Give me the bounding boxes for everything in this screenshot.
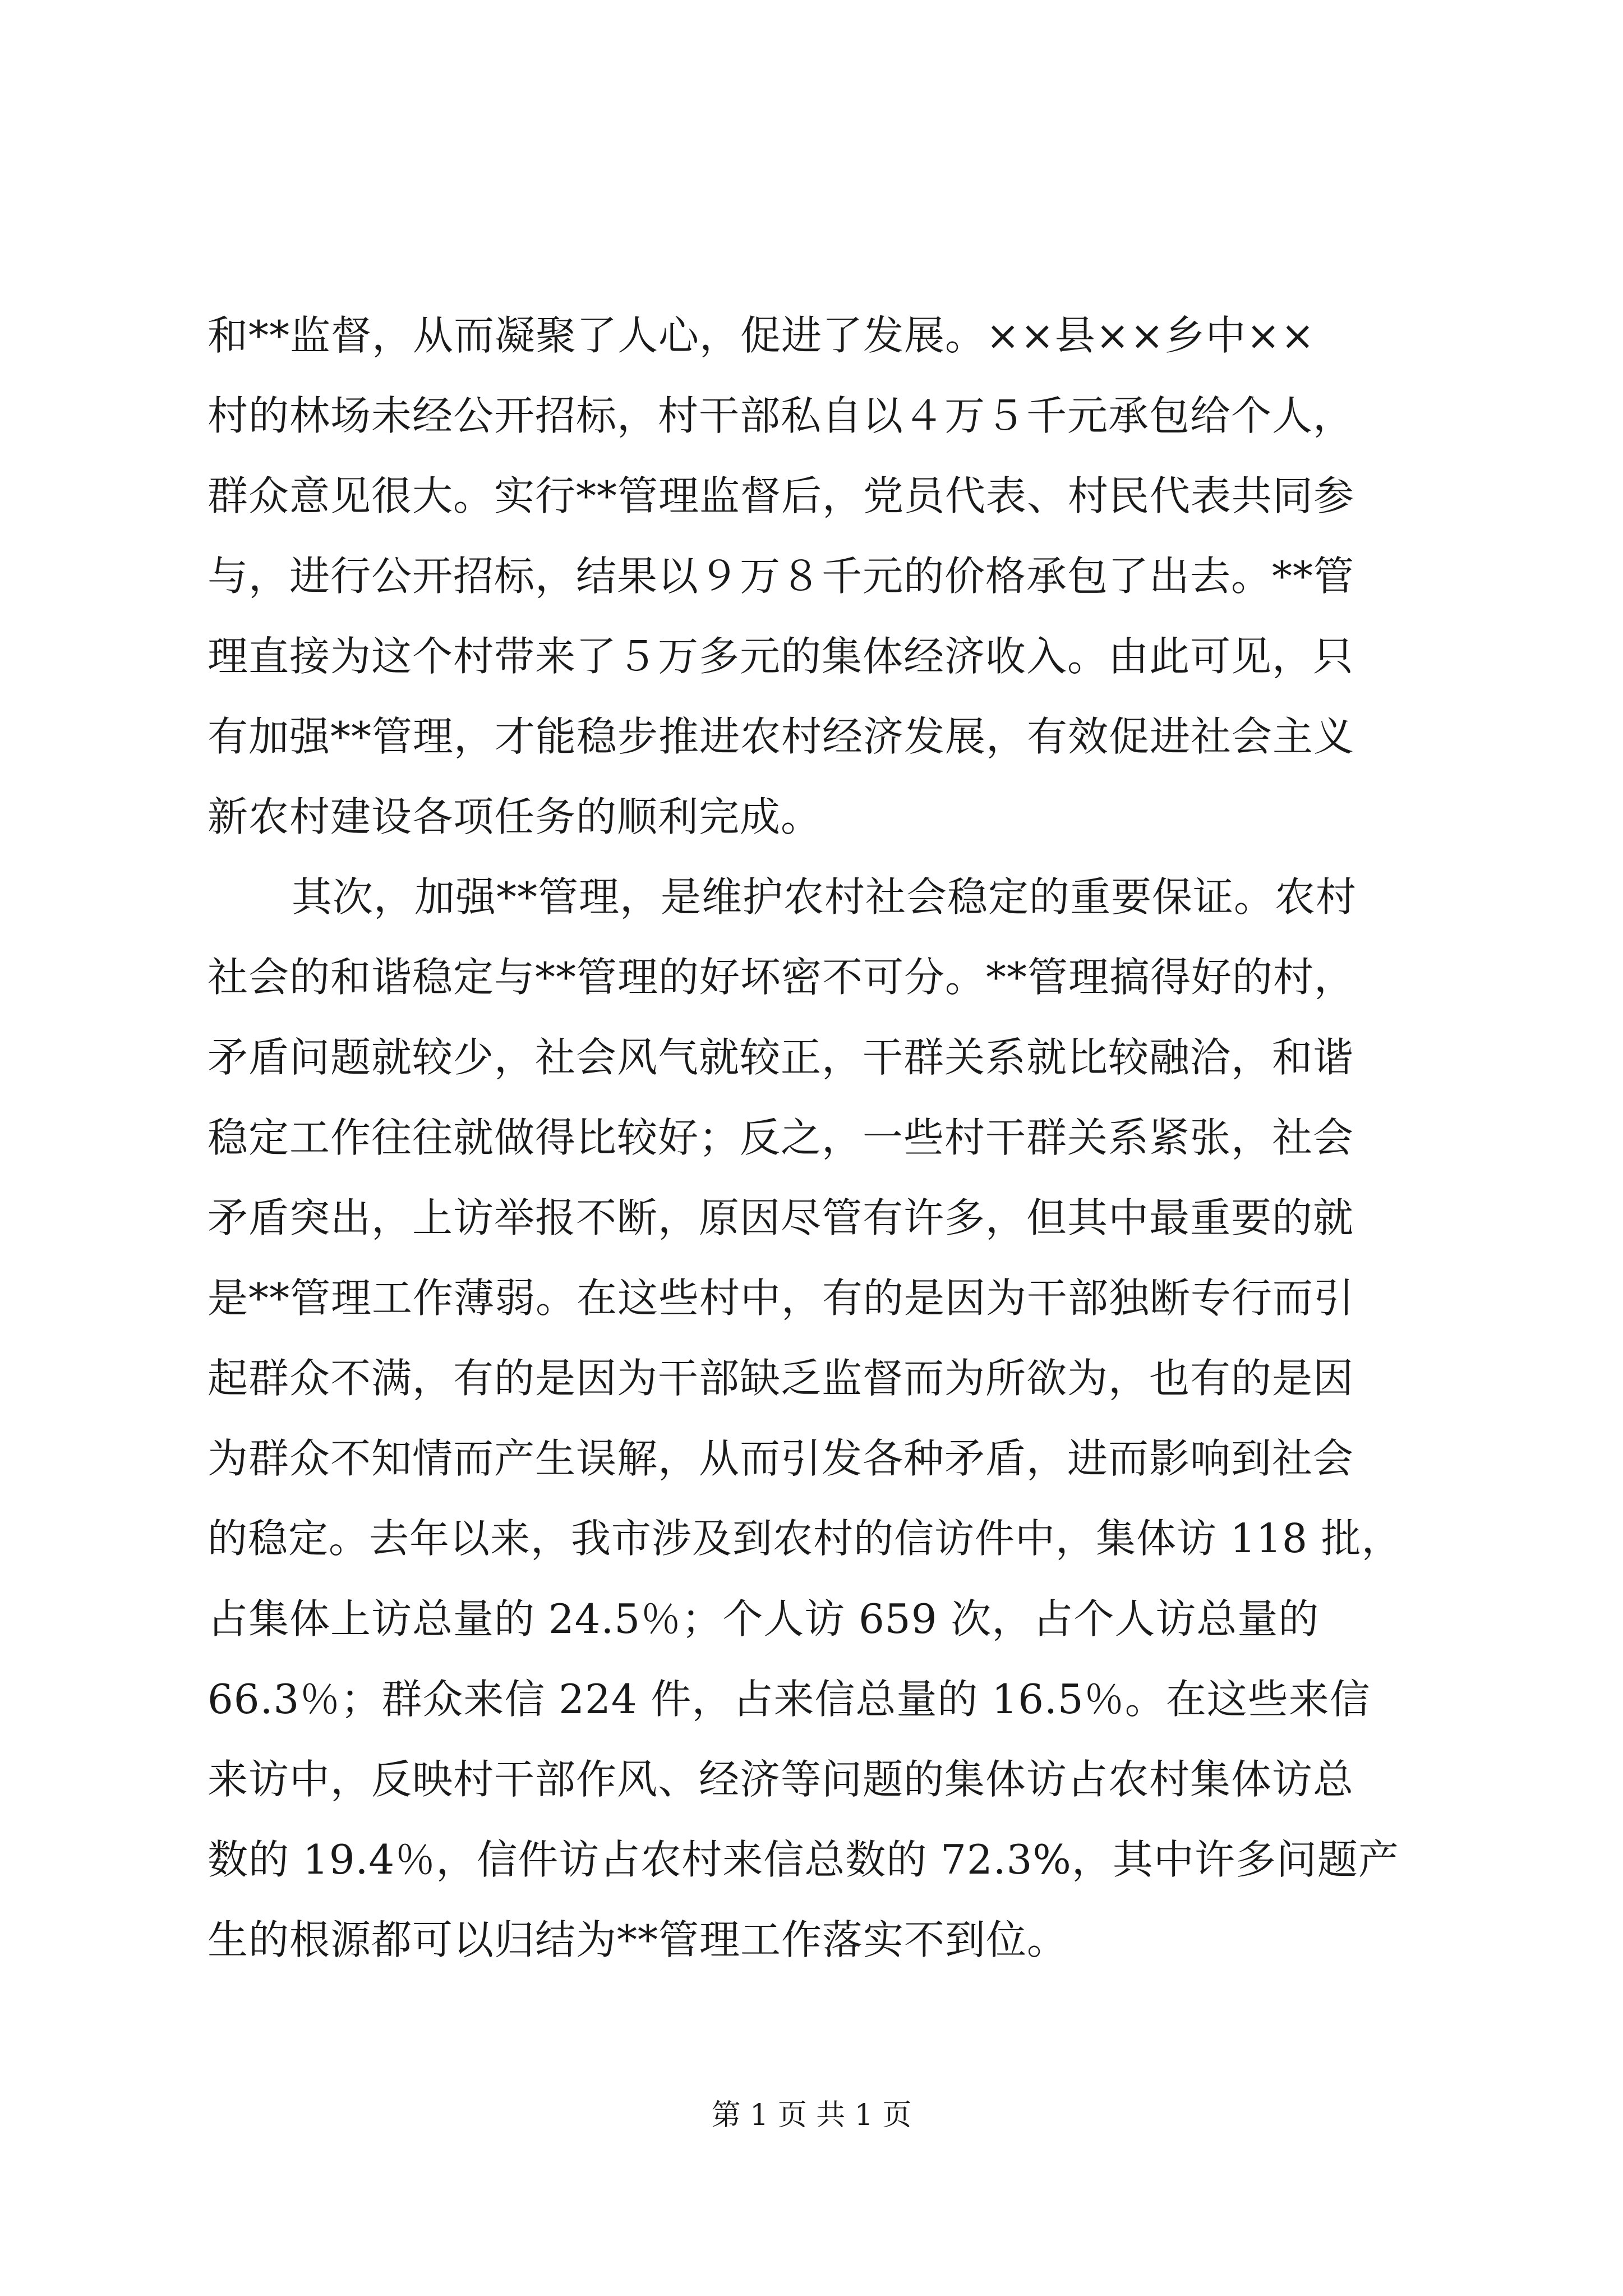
- paragraph-1-line-6: 有加强**管理，才能稳步推进农村经济发展，有效促进社会主义: [208, 713, 1355, 760]
- paragraph-2-line-1: 其次，加强**管理，是维护农村社会稳定的重要保证。农村: [292, 873, 1357, 921]
- paragraph-2-line-10: 占集体上访总量的 24.5％；个人访 659 次，占个人访总量的: [208, 1595, 1320, 1642]
- paragraph-2-line-3: 矛盾问题就较少，社会风气就较正，干群关系就比较融洽，和谐: [208, 1034, 1354, 1081]
- paragraph-2-line-6: 是**管理工作薄弱。在这些村中，有的是因为干部独断专行而引: [208, 1274, 1355, 1322]
- page-footer: 第 1 页 共 1 页: [711, 2099, 912, 2132]
- paragraph-2-line-11: 66.3％；群众来信 224 件，占来信总量的 16.5％。在这些来信: [208, 1676, 1371, 1723]
- paragraph-1-line-7: 新农村建设各项任务的顺利完成。: [208, 793, 822, 840]
- paragraph-2-line-12: 来访中，反映村干部作风、经济等问题的集体访占农村集体访总: [208, 1756, 1354, 1803]
- paragraph-1-line-2: 村的林场未经公开招标，村干部私自以４万５千元承包给个人，: [208, 392, 1354, 439]
- paragraph-2-line-5: 矛盾突出，上访举报不断，原因尽管有许多，但其中最重要的就: [208, 1194, 1354, 1241]
- paragraph-2-line-4: 稳定工作往往就做得比较好；反之，一些村干群关系紧张，社会: [208, 1114, 1354, 1161]
- paragraph-2-line-2: 社会的和谐稳定与**管理的好坏密不可分。**管理搞得好的村，: [208, 954, 1355, 1001]
- paragraph-1-line-4: 与，进行公开招标，结果以９万８千元的价格承包了出去。**管: [208, 553, 1355, 600]
- paragraph-2-line-13: 数的 19.4％，信件访占农村来信总数的 72.3%，其中许多问题产: [208, 1836, 1399, 1883]
- paragraph-2-line-7: 起群众不满，有的是因为干部缺乏监督而为所欲为，也有的是因: [208, 1355, 1354, 1402]
- paragraph-1-line-1: 和**监督，从而凝聚了人心，促进了发展。××县××乡中××: [208, 312, 1315, 359]
- paragraph-2-line-8: 为群众不知情而产生误解，从而引发各种矛盾，进而影响到社会: [208, 1435, 1354, 1482]
- paragraph-1-line-3: 群众意见很大。实行**管理监督后，党员代表、村民代表共同参: [208, 472, 1355, 519]
- paragraph-1-line-5: 理直接为这个村带来了５万多元的集体经济收入。由此可见，只: [208, 633, 1354, 680]
- paragraph-2-line-14: 生的根源都可以归结为**管理工作落实不到位。: [208, 1916, 1068, 1963]
- paragraph-2-line-9: 的稳定。去年以来，我市涉及到农村的信访件中，集体访 118 批，: [208, 1515, 1402, 1562]
